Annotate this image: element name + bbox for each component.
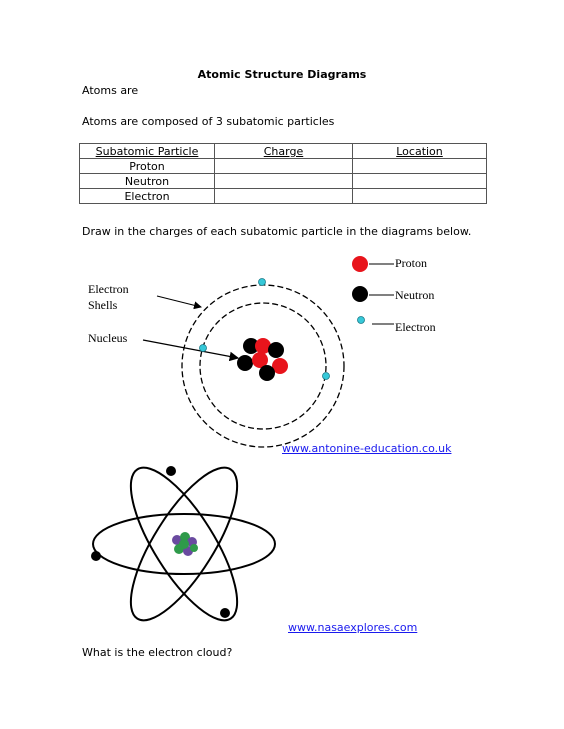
cell-location (353, 189, 487, 204)
shells-arrow (157, 296, 201, 307)
header-particle: Subatomic Particle (80, 144, 215, 159)
cell-particle: Neutron (80, 174, 215, 189)
neutron (268, 342, 284, 358)
composed-text: Atoms are composed of 3 subatomic particles (82, 115, 335, 128)
nucleus-arrow (143, 340, 238, 358)
electron (200, 345, 207, 352)
particle-table (79, 143, 487, 204)
header-charge: Charge (215, 144, 353, 159)
legend-neutron-label: Neutron (395, 288, 435, 302)
table-row (80, 189, 487, 204)
neutron (259, 365, 275, 381)
orbital-diagram (84, 460, 284, 630)
neutron (237, 355, 253, 371)
electron-cloud-text: What is the electron cloud? (82, 646, 233, 659)
atoms-are-text: Atoms are (82, 84, 139, 97)
legend-proton-label: Proton (395, 256, 428, 270)
shell-diagram (0, 250, 564, 450)
cell-location (353, 159, 487, 174)
orbital-nucleus (172, 532, 198, 556)
cell-charge (215, 174, 353, 189)
electron (166, 466, 176, 476)
electron (323, 373, 330, 380)
label-electron-shells-2: Shells (88, 298, 118, 312)
draw-charges-text: Draw in the charges of each subatomic particle in the diagrams below. (82, 225, 472, 238)
electron (259, 279, 266, 286)
header-location: Location (353, 144, 487, 159)
cell-charge (215, 159, 353, 174)
label-electron-shells-1: Electron (88, 282, 129, 296)
table-header-row (80, 144, 487, 159)
table-row (80, 174, 487, 189)
orbital-diagram-svg (84, 460, 284, 630)
shell-diagram-svg (0, 250, 564, 450)
nucleus (237, 338, 288, 381)
label-nucleus: Nucleus (88, 331, 128, 345)
cell-particle: Proton (80, 159, 215, 174)
cell-charge (215, 189, 353, 204)
antonine-link[interactable]: www.antonine-education.co.uk (282, 442, 452, 455)
legend-proton-dot (352, 256, 368, 272)
table-row (80, 159, 487, 174)
electron (220, 608, 230, 618)
nasaexplores-link[interactable]: www.nasaexplores.com (288, 621, 418, 634)
electron (91, 551, 101, 561)
cell-location (353, 174, 487, 189)
legend-electron-dot (358, 317, 365, 324)
legend-electron-label: Electron (395, 320, 436, 334)
cell-particle: Electron (80, 189, 215, 204)
legend-neutron-dot (352, 286, 368, 302)
page-title: Atomic Structure Diagrams (197, 68, 367, 81)
